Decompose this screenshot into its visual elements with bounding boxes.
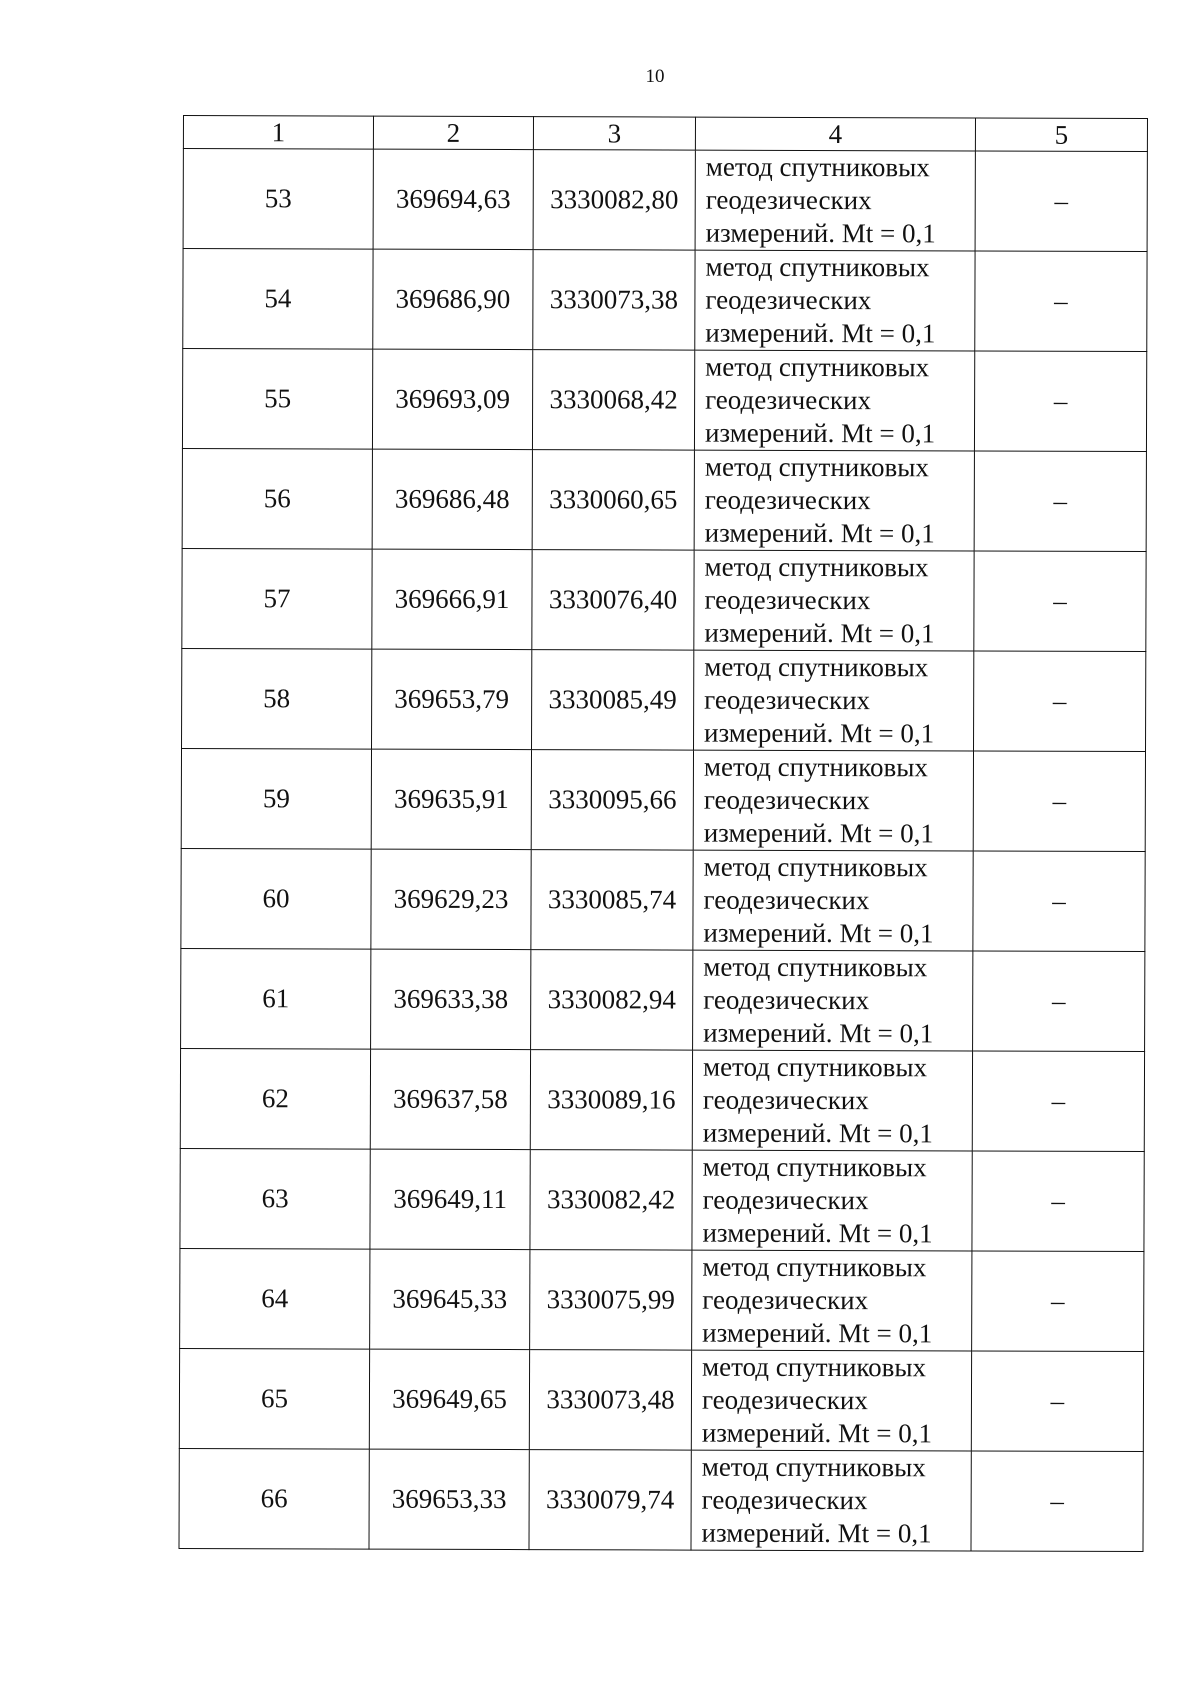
- x-coordinate-cell: 369635,91: [371, 749, 531, 850]
- method-cell: [694, 550, 974, 651]
- x-coordinate-cell: 369649,11: [370, 1149, 530, 1250]
- method-line: измерений. Mt = 0,1: [704, 517, 935, 549]
- method-line: геодезических: [705, 384, 872, 416]
- note-cell: –: [972, 1151, 1144, 1252]
- y-coordinate-cell: 3330089,16: [530, 1050, 692, 1151]
- y-coordinate-cell: 3330076,40: [532, 550, 694, 651]
- x-coordinate-cell: 369693,09: [372, 349, 532, 450]
- method-line: метод спутниковых: [705, 151, 930, 183]
- method-line: геодезических: [703, 884, 870, 916]
- note-cell: –: [972, 1251, 1144, 1352]
- note-cell: –: [973, 751, 1145, 852]
- method-cell: [692, 1050, 972, 1151]
- method-line: измерений. Mt = 0,1: [702, 1317, 933, 1349]
- method-line: геодезических: [704, 484, 871, 516]
- method-line: измерений. Mt = 0,1: [703, 917, 934, 949]
- note-cell: –: [974, 351, 1146, 452]
- method-cell: [694, 450, 974, 551]
- note-cell: –: [971, 1351, 1143, 1452]
- method-line: метод спутниковых: [702, 1351, 927, 1383]
- method-line: геодезических: [702, 1284, 869, 1316]
- note-cell: –: [975, 251, 1147, 352]
- header-row: [183, 116, 1147, 152]
- y-coordinate-cell: 3330060,65: [532, 450, 694, 551]
- table-row: [182, 548, 1146, 651]
- method-cell: [691, 1350, 971, 1451]
- table-header: [183, 116, 1147, 152]
- point-number-cell: 60: [181, 848, 371, 949]
- y-coordinate-cell: 3330082,80: [533, 150, 695, 251]
- point-number-cell: 55: [182, 349, 372, 450]
- point-number-cell: 56: [182, 448, 372, 549]
- table-row: [179, 1348, 1143, 1451]
- y-coordinate-cell: 3330073,38: [533, 250, 695, 351]
- method-line: метод спутниковых: [702, 1051, 928, 1083]
- method-line: геодезических: [702, 1084, 869, 1116]
- table-body: [179, 149, 1147, 1552]
- method-cell: [693, 850, 973, 951]
- table-row: [181, 748, 1145, 851]
- method-line: метод спутниковых: [705, 251, 930, 283]
- table-row: [181, 848, 1145, 951]
- method-line: измерений. Mt = 0,1: [703, 817, 934, 849]
- point-number-cell: 65: [179, 1348, 369, 1449]
- method-line: измерений. Mt = 0,1: [703, 1017, 934, 1049]
- method-line: измерений. Mt = 0,1: [702, 1217, 933, 1249]
- column-header-2: 2: [373, 116, 533, 150]
- x-coordinate-cell: 369666,91: [372, 549, 532, 650]
- x-coordinate-cell: 369694,63: [373, 149, 533, 250]
- table-row: [179, 1448, 1143, 1551]
- method-line: метод спутниковых: [704, 651, 929, 683]
- y-coordinate-cell: 3330082,94: [531, 950, 693, 1051]
- table-row: [181, 948, 1145, 1051]
- y-coordinate-cell: 3330068,42: [532, 350, 694, 451]
- x-coordinate-cell: 369649,65: [369, 1349, 529, 1450]
- x-coordinate-cell: 369645,33: [370, 1249, 530, 1350]
- y-coordinate-cell: 3330095,66: [531, 750, 693, 851]
- point-number-cell: 57: [182, 548, 372, 649]
- note-cell: –: [971, 1451, 1143, 1552]
- method-line: геодезических: [703, 784, 870, 816]
- method-line: измерений. Mt = 0,1: [701, 1517, 932, 1549]
- column-header-3: 3: [533, 117, 695, 151]
- x-coordinate-cell: 369653,33: [369, 1449, 529, 1550]
- x-coordinate-cell: 369637,58: [370, 1049, 530, 1150]
- y-coordinate-cell: 3330085,49: [532, 650, 694, 751]
- point-number-cell: 66: [179, 1448, 369, 1549]
- method-line: измерений. Mt = 0,1: [702, 1117, 933, 1149]
- table-row: [180, 1248, 1144, 1351]
- note-cell: –: [973, 851, 1145, 952]
- note-cell: –: [975, 151, 1147, 252]
- method-line: метод спутниковых: [702, 1251, 927, 1283]
- method-line: измерений. Mt = 0,1: [704, 717, 935, 749]
- x-coordinate-cell: 369633,38: [371, 949, 531, 1050]
- method-cell: [693, 750, 973, 851]
- table-row: [183, 249, 1147, 352]
- point-number-cell: 54: [183, 249, 373, 350]
- method-line: геодезических: [705, 284, 872, 316]
- method-line: метод спутниковых: [701, 1451, 926, 1483]
- x-coordinate-cell: 369686,48: [372, 449, 532, 550]
- table-row: [180, 1048, 1144, 1151]
- table-row: [182, 448, 1146, 551]
- method-cell: [693, 950, 973, 1051]
- point-number-cell: 63: [180, 1148, 370, 1249]
- point-number-cell: 62: [180, 1048, 370, 1149]
- method-line: метод спутниковых: [703, 951, 928, 983]
- method-cell: [692, 1150, 972, 1251]
- column-header-4: 4: [695, 117, 975, 151]
- table-row: [182, 349, 1146, 452]
- column-header-5: 5: [975, 118, 1147, 152]
- note-cell: –: [974, 551, 1146, 652]
- method-line: метод спутниковых: [702, 1151, 927, 1183]
- method-line: измерений. Mt = 0,1: [704, 417, 936, 449]
- table-row: [180, 1148, 1144, 1251]
- method-line: измерений. Mt = 0,1: [705, 317, 936, 349]
- y-coordinate-cell: 3330073,48: [529, 1350, 691, 1451]
- note-cell: –: [972, 1051, 1144, 1152]
- coordinates-table: [178, 115, 1148, 1552]
- method-line: геодезических: [703, 984, 870, 1016]
- y-coordinate-cell: 3330085,74: [531, 850, 693, 951]
- method-line: метод спутниковых: [704, 451, 929, 483]
- method-line: геодезических: [704, 584, 871, 616]
- x-coordinate-cell: 369686,90: [373, 249, 533, 350]
- method-line: метод спутниковых: [704, 551, 929, 583]
- method-cell: [694, 650, 974, 751]
- method-cell: [695, 250, 975, 351]
- method-cell: [692, 1250, 972, 1351]
- method-line: метод спутниковых: [705, 351, 930, 383]
- y-coordinate-cell: 3330075,99: [530, 1250, 692, 1351]
- point-number-cell: 59: [181, 748, 371, 849]
- point-number-cell: 61: [181, 948, 371, 1049]
- method-line: геодезических: [701, 1484, 868, 1516]
- point-number-cell: 58: [182, 648, 372, 749]
- method-line: измерений. Mt = 0,1: [701, 1417, 933, 1449]
- y-coordinate-cell: 3330079,74: [529, 1450, 691, 1551]
- method-cell: [694, 350, 974, 451]
- table-row: [182, 648, 1146, 751]
- method-cell: [691, 1450, 971, 1551]
- method-line: геодезических: [705, 184, 872, 216]
- x-coordinate-cell: 369653,79: [372, 649, 532, 750]
- method-line: измерений. Mt = 0,1: [704, 617, 935, 649]
- method-line: геодезических: [704, 684, 871, 716]
- note-cell: –: [974, 451, 1146, 552]
- method-line: геодезических: [701, 1384, 868, 1416]
- method-line: метод спутниковых: [703, 751, 929, 783]
- note-cell: –: [973, 951, 1145, 1052]
- y-coordinate-cell: 3330082,42: [530, 1150, 692, 1251]
- method-cell: [695, 150, 975, 251]
- method-line: измерений. Mt = 0,1: [705, 217, 936, 249]
- point-number-cell: 53: [183, 149, 373, 250]
- x-coordinate-cell: 369629,23: [371, 849, 531, 950]
- method-line: метод спутниковых: [703, 851, 928, 883]
- page-number: 10: [645, 66, 665, 87]
- note-cell: –: [974, 651, 1146, 752]
- method-line: геодезических: [702, 1184, 869, 1216]
- point-number-cell: 64: [180, 1248, 370, 1349]
- column-header-1: 1: [183, 116, 373, 150]
- table-row: [183, 149, 1147, 252]
